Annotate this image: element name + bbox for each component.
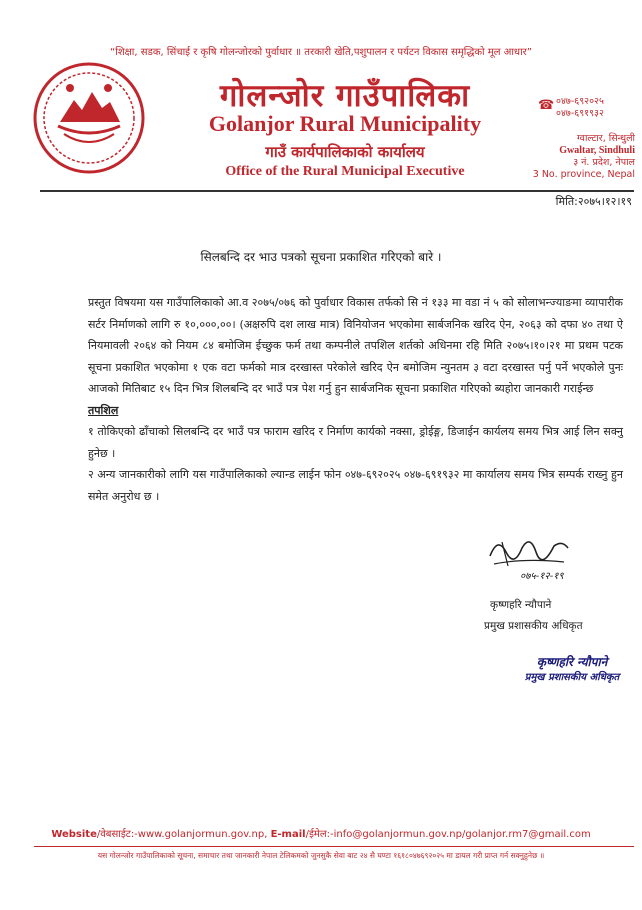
list-item: २ अन्य जानकारीको लागि यस गाउँपालिकाको ल्यान्ड लाईन फोन ०४७-६९२०२५ ०४७-६९१९३२ मा कार्यालय समय भित्र सम्पर्क राख्नु हुन समेत अनुरोध छ । (88, 468, 623, 503)
website-label: Website (51, 829, 97, 840)
province-nepali: ३ नं. प्रदेश, नेपाल (573, 157, 635, 168)
telephone-icon: ☎ (538, 98, 555, 113)
municipality-name-nepali: गोलन्जोर गाउँपालिका (219, 78, 471, 114)
email-link[interactable]: info@golanjormun.gov.np/golanjor.rm7@gmail.com (333, 829, 591, 840)
body-paragraph: प्रस्तुत विषयमा यस गाउँपालिकाको आ.व २०७५/०७६ को पुर्वाधार विकास तर्फको सि नं १३३ मा वडा नं ५ को सोलाभन्ज्याङमा व्यापारीक सर्टर निर्माणको लागि रु १०,०००,००। (अक्षरुपि दश लाख मात्र) विनियोजन भएकोमा सार्बजनिक खरिद ऐन, २०६३ को दफा ४० तथा ऐ नियमावली २०६४ को नियम ८४ बमोजिम ईच्छुक फर्म तथा कम्पनीले तपशिल शर्तको अधिनमा रहि मिति २०७५।१०।२१ मा प्रथम पटक सूचना प्रकाशित भएकोमा १ एक वटा फर्मको मात्र दरखास्त परेकोले खरिद ऐन बमोजिम न्युनतम ३ वटा दरखास्त पर्नु पर्ने भएकोले पुनः आजको मितिबाट १५ दिन भित्र शिलबन्दि दर भाउँ पत्र पेश गर्नु हुन सार्बजनिक सूचना प्रकाशित गरिएको ब्यहोरा जानकारी गराईन्छ (88, 296, 623, 395)
letter-body (88, 292, 623, 507)
phone-number-1: ०४७-६९२०२५ (556, 96, 604, 107)
header-divider (40, 190, 634, 192)
municipality-name-english: Golanjor Rural Municipality (208, 111, 482, 136)
letter-date: मिति:२०७५।१२।१९ (555, 195, 632, 208)
signature-date: ०७५-१२-१९ (520, 571, 564, 582)
municipality-emblem-icon (30, 60, 148, 176)
tapsil-heading: तपशिल (88, 403, 119, 417)
phone-numbers (556, 96, 604, 120)
website-label-nepali: /वेबसाईट:- (96, 829, 138, 840)
email-label-nepali: /ईमेल:- (305, 829, 334, 840)
website-link[interactable]: www.golanjormun.gov.np, (137, 829, 268, 840)
official-stamp (512, 654, 632, 686)
footer-notice: यस गोलन्जोर गाउँपालिकाको सूचना, समाचार तथा जानकारी नेपाल टेलिकमको जुनसुकै सेवा बाट २४ सै घण्टा १६१८०४७६९२०२५ मा डायल गरी प्राप्त गर्न सक्नुहुनेछ ॥ (97, 851, 545, 860)
office-address (530, 133, 635, 181)
letterhead-motto: “शिक्षा, सडक, सिंचाई र कृषि गोलन्जोरको पुर्वाधार ॥ तरकारी खेति,पशुपालन र पर्यटन विकास समृद्धिको मूल आधार” (110, 47, 532, 58)
stamp-name: कृष्णहरि न्यौपाने (536, 655, 608, 669)
stamp-designation: प्रमुख प्रशासकीय अधिकृत (524, 672, 620, 683)
signatory-name: कृष्णहरि न्यौपाने (490, 599, 552, 611)
signatory-designation: प्रमुख प्रशासकीय अधिकृत (484, 620, 583, 632)
letter-subject: सिलबन्दि दर भाउ पत्रको सूचना प्रकाशित गरिएको बारे । (200, 250, 442, 264)
list-item: १ तोकिएको ढाँचाको सिलबन्दि दर भाउँ पत्र फाराम खरिद र निर्माण कार्यको नक्सा, ड्रोईङ्ग, डिजाईन कार्यलय समय भित्र आई लिन सक्नु हुनेछ । (88, 425, 623, 460)
office-name-english: Office of the Rural Municipal Executive (225, 164, 465, 179)
province-english: 3 No. province, Nepal (532, 169, 635, 180)
footer-contact (0, 826, 642, 840)
phone-number-2: ०४७-६९१९३२ (556, 108, 604, 119)
office-name-nepali: गाउँ कार्यपालिकाको कार्यालय (265, 143, 425, 161)
address-nepali: ग्वाल्टार, सिन्धुली (577, 133, 635, 144)
address-english: Gwaltar, Sindhuli (559, 145, 635, 156)
footer-divider (34, 846, 634, 847)
email-label: E-mail (270, 829, 306, 840)
